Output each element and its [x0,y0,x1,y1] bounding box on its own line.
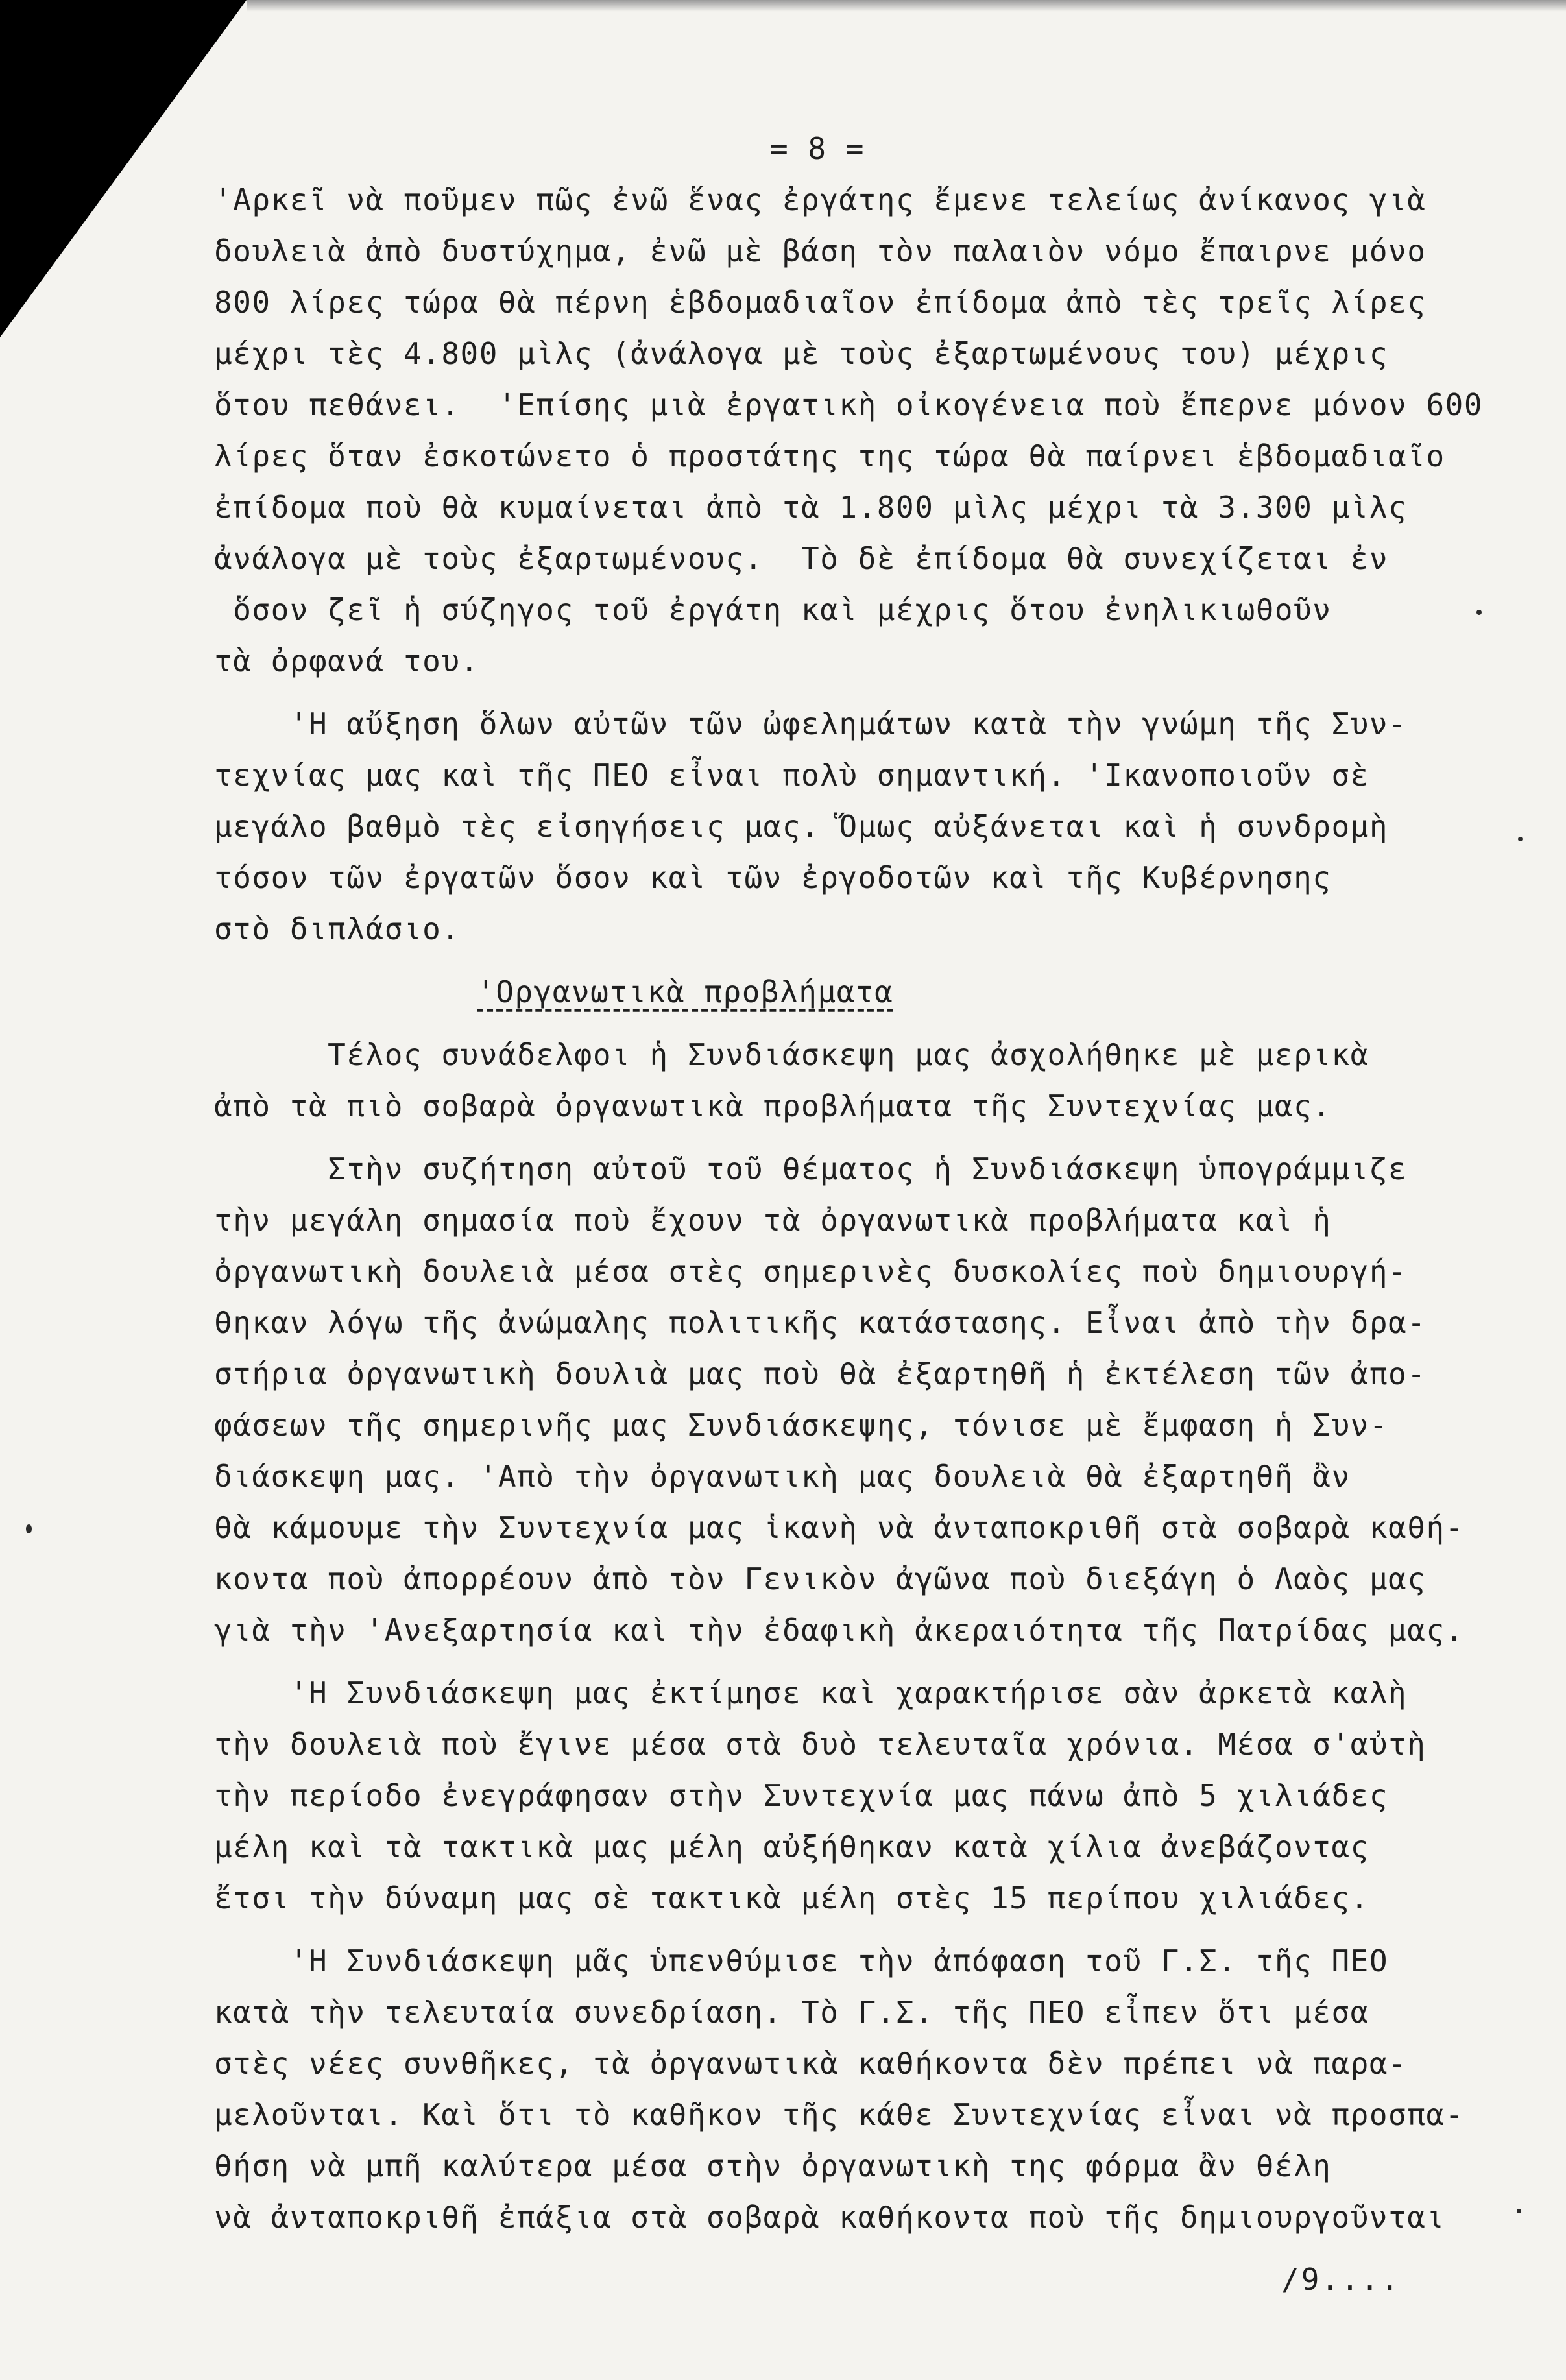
text-line: 'Η αὔξηση ὅλων αὐτῶν τῶν ὠφελημάτων κατὰ τὴν γνώμη τῆς Συν- [214,706,1408,741]
text-line: θήση νὰ μπῆ καλύτερα μέσα στὴν ὀργανωτικὴ της φόρμα ἂν θέλη [214,2148,1332,2183]
text-line: μελοῦνται. Καὶ ὅτι τὸ καθῆκον τῆς κάθε Συντεχνίας εἶναι νὰ προσπα- [214,2097,1464,2132]
text-line: ἐπίδομα ποὺ θὰ κυμαίνεται ἀπὸ τὰ 1.800 μὶλς μέχρι τὰ 3.300 μὶλς [214,490,1408,525]
text-line: θηκαν λόγω τῆς ἀνώμαλης πολιτικῆς κατάστασης. Εἶναι ἀπὸ τὴν δρα- [214,1305,1427,1340]
text-line: τεχνίας μας καὶ τῆς ΠΕΟ εἶναι πολὺ σημαντική. 'Ικανοποιοῦν σὲ [214,758,1369,793]
text-line: ὅτου πεθάνει. 'Επίσης μιὰ ἐργατικὴ οἰκογένεια ποὺ ἔπερνε μόνον 600 [214,387,1484,422]
text-line: στήρια ὀργανωτικὴ δουλιὰ μας ποὺ θὰ ἐξαρτηθῆ ἡ ἐκτέλεση τῶν ἀπο- [214,1356,1427,1391]
text-line: φάσεων τῆς σημερινῆς μας Συνδιάσκεψης, τόνισε μὲ ἔμφαση ἡ Συν- [214,1408,1389,1443]
paragraph-5 [214,1668,1499,1924]
text-line: ὀργανωτικὴ δουλειὰ μέσα στὲς σημερινὲς δυσκολίες ποὺ δημιουργή- [214,1254,1408,1289]
page-number: = 8 = [770,131,865,166]
text-line: μεγάλο βαθμὸ τὲς εἰσηγήσεις μας. Ὅμως αὐξάνεται καὶ ἡ συνδρομὴ [214,809,1389,844]
text-line: 'Αρκεῖ νὰ ποῦμεν πῶς ἐνῶ ἕνας ἐργάτης ἔμενε τελείως ἀνίκανος γιὰ [214,182,1427,217]
text-line: ἀπὸ τὰ πιὸ σοβαρὰ ὀργανωτικὰ προβλήματα τῆς Συντεχνίας μας. [214,1088,1332,1124]
text-line: 'Η Συνδιάσκεψη μας ἐκτίμησε καὶ χαρακτήρισε σὰν ἀρκετὰ καλὴ [214,1676,1408,1711]
paragraph-1 [214,174,1499,687]
text-line: τὰ ὀρφανά του. [214,643,479,679]
scan-speck [26,1524,32,1533]
text-line: ἔτσι τὴν δύναμη μας σὲ τακτικὰ μέλη στὲς 15 περίπου χιλιάδες. [214,1881,1369,1916]
text-line: τὴν περίοδο ἐνεγράφησαν στὴν Συντεχνία μας πάνω ἀπὸ 5 χιλιάδες [214,1778,1389,1813]
text-line: μέλη καὶ τὰ τακτικὰ μας μέλη αὐξήθηκαν κατὰ χίλια ἀνεβάζοντας [214,1829,1369,1864]
paragraph-gap [214,1656,1499,1668]
scan-top-edge [247,0,1566,12]
text-line: διάσκεψη μας. 'Απὸ τὴν ὀργανωτικὴ μας δουλειὰ θὰ ἐξαρτηθῆ ἂν [214,1459,1351,1494]
text-line: δουλειὰ ἀπὸ δυστύχημα, ἐνῶ μὲ βάση τὸν παλαιὸν νόμο ἔπαιρνε μόνο [214,234,1427,269]
text-line: τὴν δουλειὰ ποὺ ἔγινε μέσα στὰ δυὸ τελευταῖα χρόνια. Μέσα σ'αὐτὴ [214,1727,1427,1762]
text-line: 'Η Συνδιάσκεψη μᾶς ὑπενθύμισε τὴν ἀπόφαση τοῦ Γ.Σ. τῆς ΠΕΟ [214,1943,1389,1978]
text-line: ὅσον ζεῖ ἡ σύζηγος τοῦ ἐργάτη καὶ μέχρις ὅτου ἐνηλικιωθοῦν [214,592,1332,627]
paragraph-gap [214,955,1499,967]
text-line: νὰ ἀνταποκριθῆ ἐπάξια στὰ σοβαρὰ καθήκοντα ποὺ τῆς δημιουργοῦνται [214,2200,1445,2235]
scan-speck [1518,837,1523,841]
text-line: ἀνάλογα μὲ τοὺς ἐξαρτωμένους. Τὸ δὲ ἐπίδομα θὰ συνεχίζεται ἐν [214,541,1389,576]
scan-speck [1476,610,1482,615]
next-page-marker: /9.... [1281,2262,1401,2297]
paragraph-4 [214,1144,1499,1656]
text-line: γιὰ τὴν 'Ανεξαρτησία καὶ τὴν ἐδαφικὴ ἀκεραιότητα τῆς Πατρίδας μας. [214,1613,1464,1648]
document-body [214,123,1499,2243]
paragraph-gap [214,687,1499,699]
text-line: Στὴν συζήτηση αὐτοῦ τοῦ θέματος ἡ Συνδιάσκεψη ὑπογράμμιζε [214,1151,1408,1186]
paragraph-2 [214,699,1499,955]
text-line: 800 λίρες τώρα θὰ πέρνη ἑβδομαδιαῖον ἐπίδομα ἀπὸ τὲς τρεῖς λίρες [214,285,1427,320]
text-line: λίρες ὅταν ἐσκοτώνετο ὁ προστάτης της τώρα θὰ παίρνει ἑβδομαδιαῖο [214,439,1445,474]
section-heading: 'Οργανωτικὰ προβλήματα [477,974,894,1009]
text-line: κατὰ τὴν τελευταία συνεδρίαση. Τὸ Γ.Σ. τῆς ΠΕΟ εἶπεν ὅτι μέσα [214,1995,1369,2030]
text-line: κοντα ποὺ ἀπορρέουν ἀπὸ τὸν Γενικὸν ἀγῶνα ποὺ διεξάγη ὁ Λαὸς μας [214,1561,1427,1596]
text-line: τόσον τῶν ἐργατῶν ὅσον καὶ τῶν ἐργοδοτῶν καὶ τῆς Κυβέρνησης [214,860,1332,895]
scan-speck [1517,2209,1521,2213]
paragraph-gap [214,1132,1499,1144]
paragraph-6 [214,1936,1499,2243]
text-line: μέχρι τὲς 4.800 μὶλς (ἀνάλογα μὲ τοὺς ἐξαρτωμένους του) μέχρις [214,336,1389,371]
paragraph-gap [214,1924,1499,1936]
paragraph-gap [214,1018,1499,1029]
paragraph-3 [214,1029,1499,1132]
text-line: Τέλος συνάδελφοι ἡ Συνδιάσκεψη μας ἀσχολήθηκε μὲ μερικὰ [214,1037,1369,1072]
text-line: τὴν μεγάλη σημασία ποὺ ἔχουν τὰ ὀργανωτικὰ προβλήματα καὶ ἡ [214,1203,1332,1238]
text-line: στὲς νέες συνθῆκες, τὰ ὀργανωτικὰ καθήκοντα δὲν πρέπει νὰ παρα- [214,2046,1408,2081]
text-line: θὰ κάμουμε τὴν Συντεχνία μας ἱκανὴ νὰ ἀνταποκριθῆ στὰ σοβαρὰ καθή- [214,1510,1464,1545]
text-line: στὸ διπλάσιο. [214,911,461,946]
